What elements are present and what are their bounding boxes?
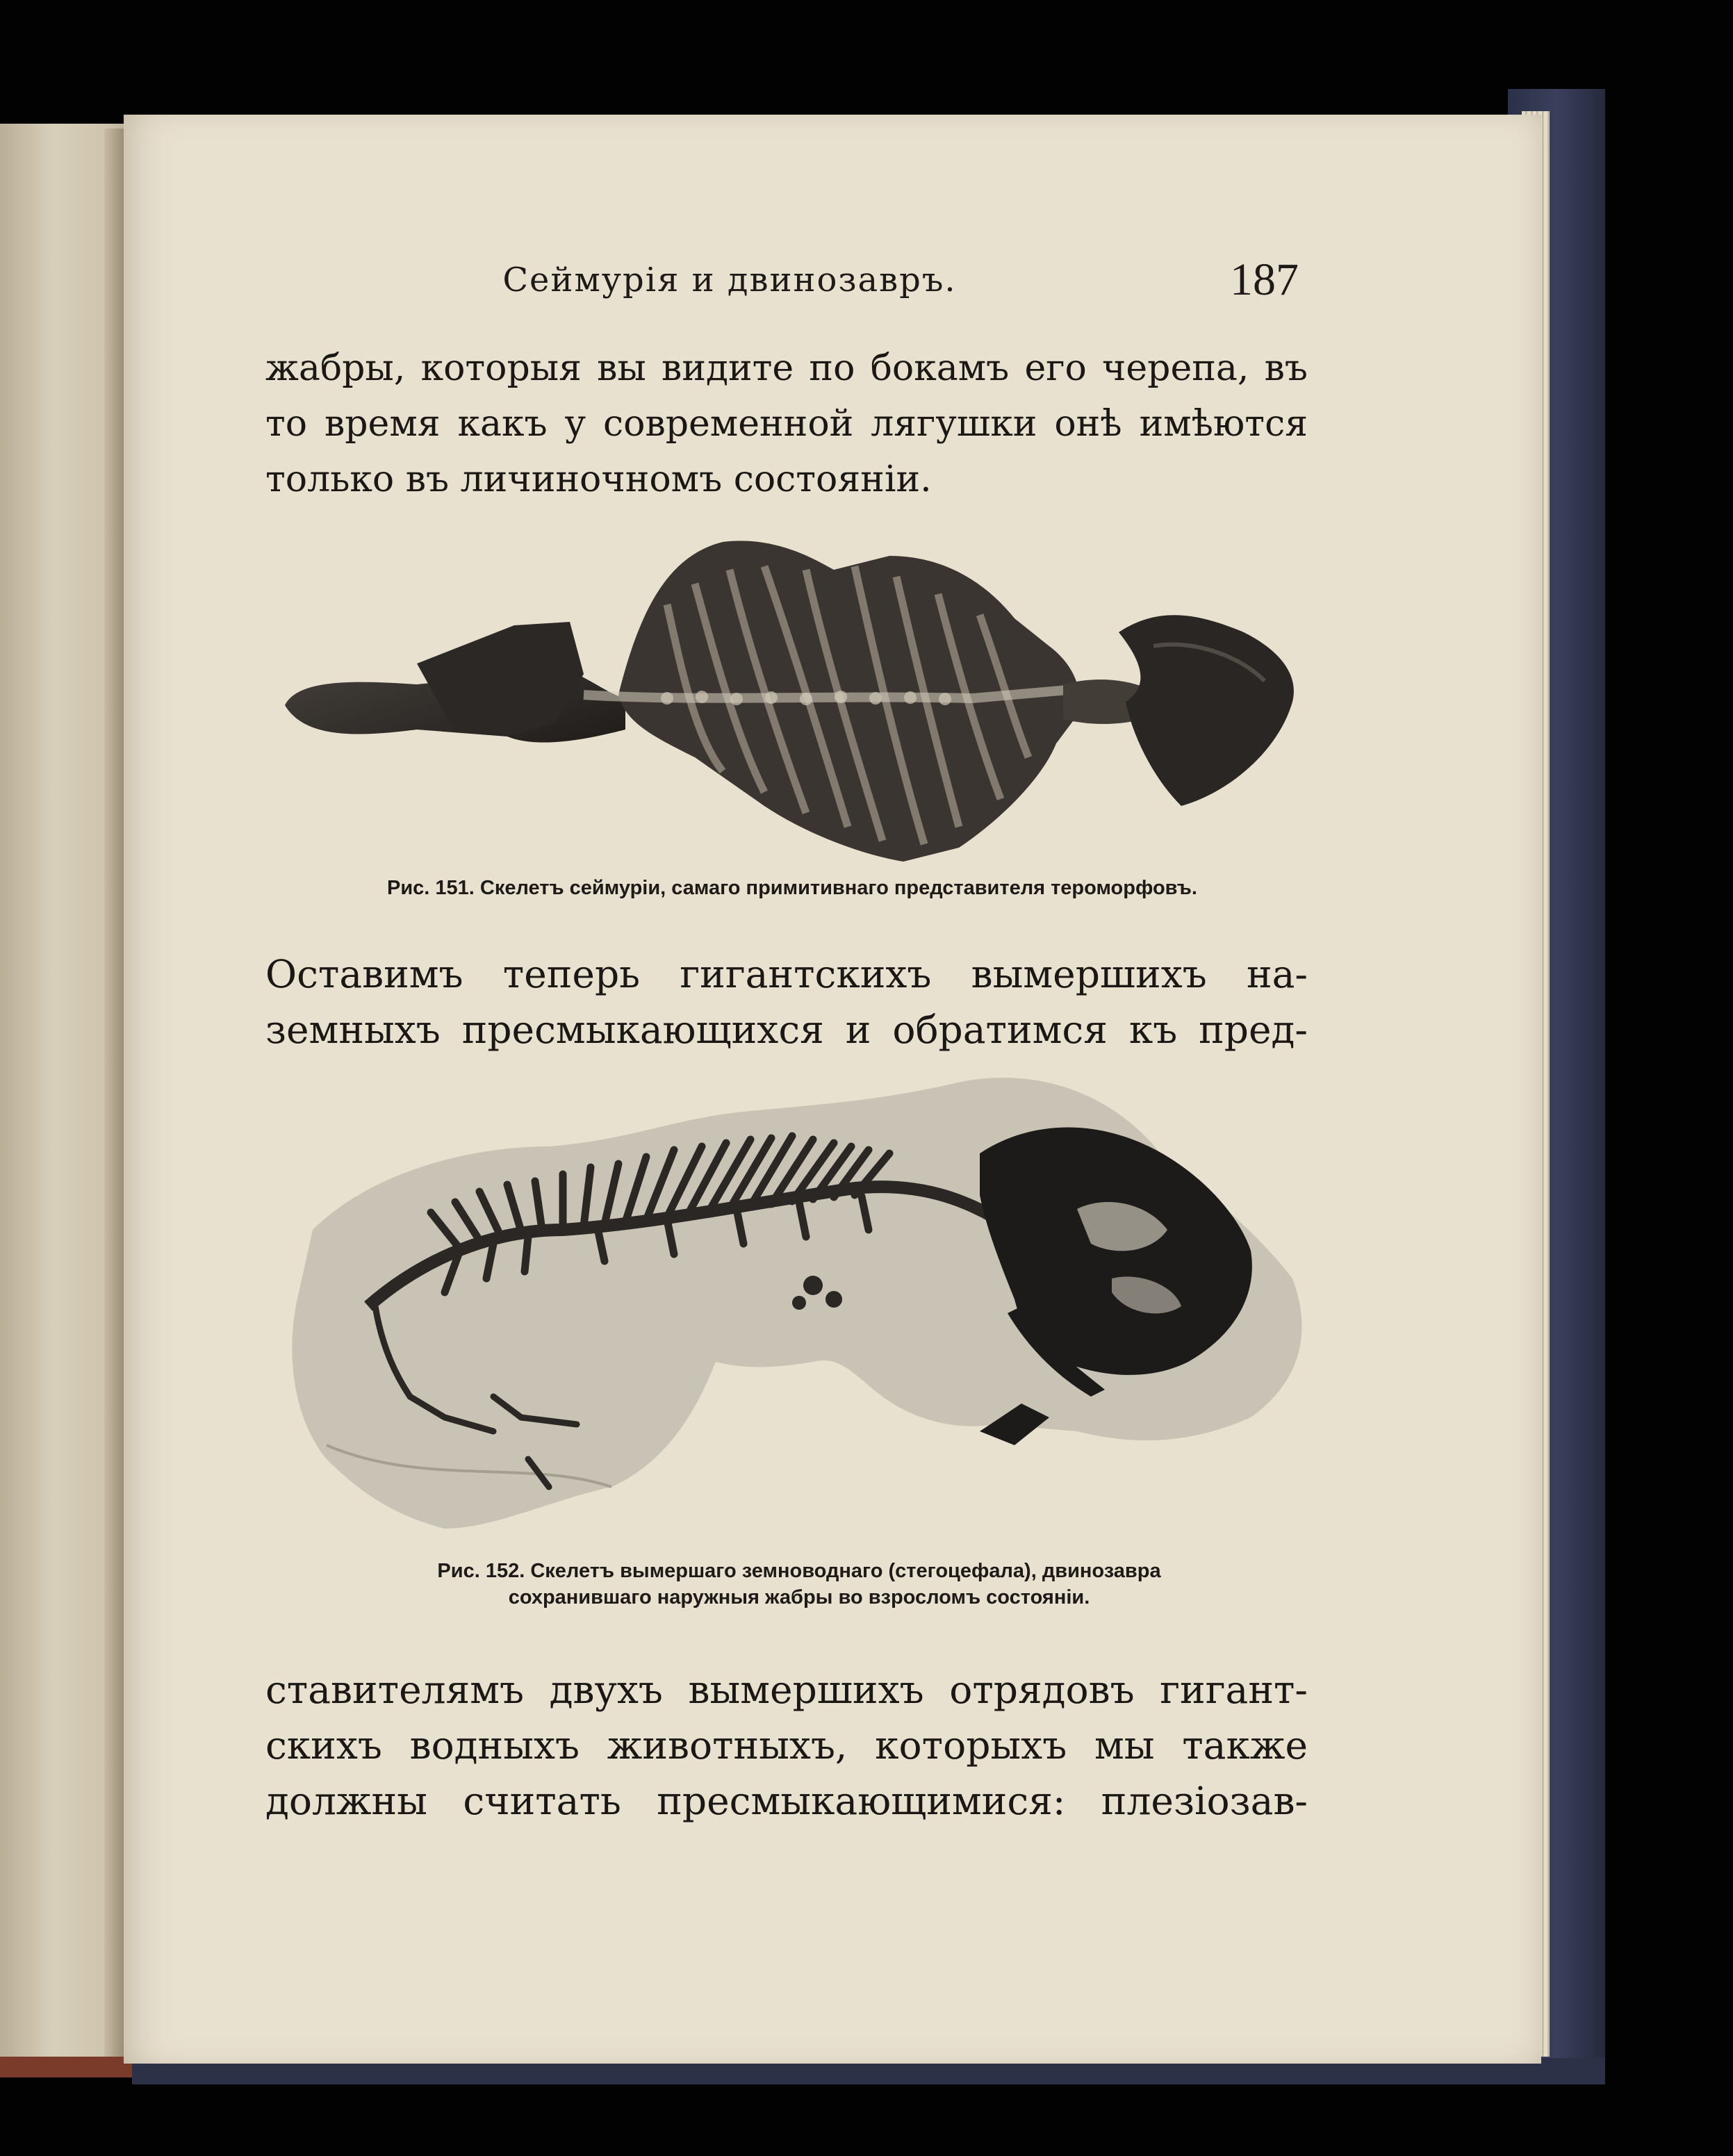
figure-151-caption: Рис. 151. Скелетъ сеймуріи, самаго примитивнаго представителя тероморфовъ. [386, 877, 1197, 899]
seymouria-skeleton-figure [278, 528, 1306, 869]
running-head: Сеймурія и двинозавръ. [502, 261, 957, 299]
left-cover-edge [0, 2057, 139, 2077]
left-page-gutter [104, 129, 124, 2074]
text-line: жабры, которыя вы видите по бокамъ его черепа, въ [265, 347, 1308, 389]
page-number: 187 [1230, 254, 1299, 305]
figure-152-caption-line2: сохранившаго наружныя жабры во взросломъ состояніи. [508, 1586, 1090, 1608]
text-line: Оставимъ теперь гигантскихъ вымершихъ на- [265, 952, 1308, 996]
dvinosaurus-skeleton-figure [285, 1070, 1313, 1549]
text-line: должны считать пресмыкающимися: плезіозав- [265, 1779, 1308, 1823]
text-line: ставителямъ двухъ вымершихъ отрядовъ гигант- [265, 1668, 1308, 1712]
text-line: только въ личиночномъ состояніи. [265, 459, 932, 500]
text-line: то время какъ у современной лягушки онѣ имѣются [265, 403, 1308, 445]
text-line: скихъ водныхъ животныхъ, которыхъ мы также [265, 1723, 1308, 1768]
figure-152-caption-line1: Рис. 152. Скелетъ вымершаго земноводнаго (стегоцефала), двинозавра [437, 1560, 1161, 1582]
text-line: земныхъ пресмыкающихся и обратимся къ пред- [265, 1007, 1308, 1052]
